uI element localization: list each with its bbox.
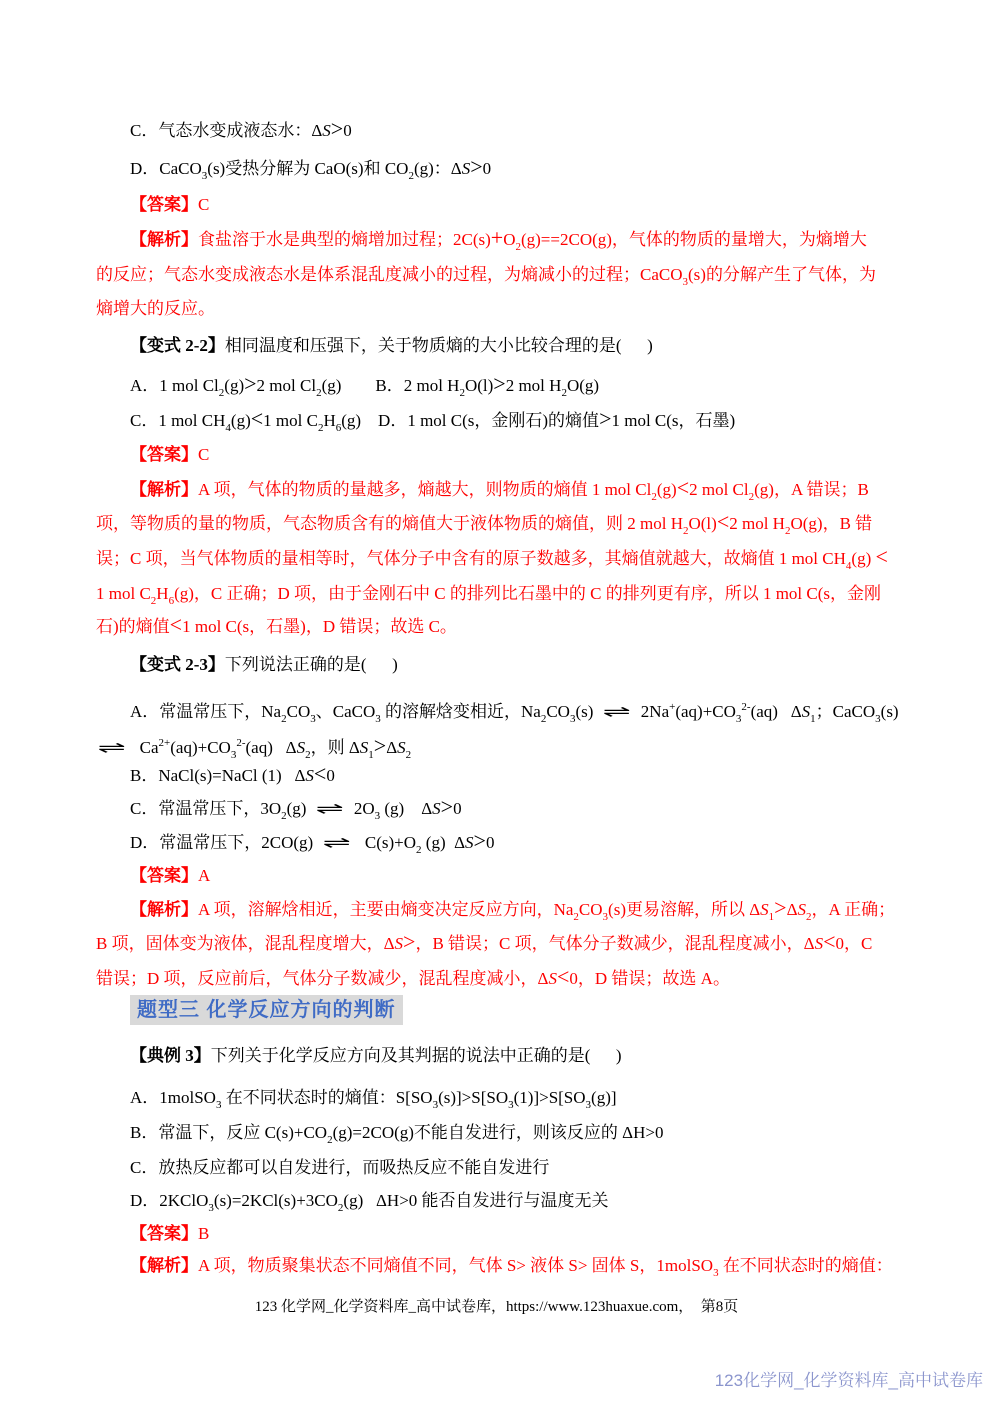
section-heading: 题型三 化学反应方向的判断 — [130, 995, 403, 1025]
variant-2-3-stem: 【变式 2-3】下列说法正确的是( ) — [130, 655, 398, 674]
watermark-text: 123化学网_化学资料库_高中试卷库 — [714, 1371, 983, 1390]
analysis-1-line-2: 的反应；气态水变成液态水是体系混乱度减小的过程，为熵减小的过程；CaCO$_3$(s)的分解产生了气体，为 — [96, 265, 876, 288]
analysis-3-line-3: 错误；D 项，反应前后，气体分子数减少，混乱程度减小，ΔS<0，D 错误；故选 A。 — [96, 964, 730, 989]
example-3-option-b: B．常温下，反应 $C(s)+CO_2(g)=2CO(g)$不能自发进行，则该反应的 ΔH>0 — [130, 1123, 664, 1146]
variant-2-2-options-ab: A．1 mol $Cl_2(g)>2$ mol $Cl_2(g)$ B．2 mol $H_2O(l)>2$ mol $H_2O(g)$ — [130, 371, 600, 399]
variant-2-3-option-a2: ⇌ $Ca^{2+}(aq)+CO_3^{2-}(aq)$ $\Delta S_2$，则 $\Delta S_1>\Delta S_2$ — [97, 733, 412, 761]
option-d-prev: D．CaCO$_3$(s)受热分解为 CaO(s)和 $CO_2(g)$：ΔS>0 — [130, 154, 492, 182]
analysis-2-line-2: 项，等物质的量的物质，气态物质含有的熵值大于液体物质的熵值，则 2 mol $H_2O(l)<2$ mol $H_2O(g)$，B 错 — [96, 509, 873, 537]
analysis-1-line-1: 【解析】食盐溶于水是典型的熵增加过程；$2C(s)+O_2(g)==2CO(g)$，气体的物质的量增大，为熵增大 — [130, 225, 867, 253]
analysis-1-line-3: 熵增大的反应。 — [96, 299, 215, 318]
example-3-option-c: C．放热反应都可以自发进行，而吸热反应不能自发进行 — [130, 1158, 550, 1177]
analysis-2-line-1: 【解析】A 项，气体的物质的量越多，熵越大，则物质的熵值 1 mol $Cl_2(g)<2$ mol $Cl_2(g)$，A 错误；B — [130, 475, 869, 503]
answer-label-4: 【答案】B — [130, 1224, 210, 1243]
page-footer: 123 化学网_化学资料库_高中试卷库，https://www.123huaxue.com， 第8页 — [254, 1299, 739, 1315]
variant-2-3-option-d: D．常温常压下，2CO(g) ⇌ $C(s)+O_2$ (g) ΔS>0 — [130, 828, 495, 856]
analysis-3-line-1: 【解析】A 项，溶解焓相近，主要由熵变决定反应方向，$Na_2CO_3(s)$更易溶解，所以 $\Delta S_1>\Delta S_2$，A 正确； — [130, 895, 896, 923]
analysis-4-line-1: 【解析】A 项，物质聚集状态不同熵值不同，气体 S> 液体 S> 固体 S，1molSO$_3$ 在不同状态时的熵值： — [130, 1256, 893, 1279]
example-3-option-a: A．1molSO$_3$ 在不同状态时的熵值：$S[SO_3(s)]>S[SO_3(1)]>S[SO_3(g)]$ — [130, 1088, 617, 1111]
option-c-prev: C．气态水变成液态水：ΔS>0 — [130, 116, 352, 141]
variant-2-3-option-a1: A．常温常压下，$Na_2CO_3$、CaCO$_3$ 的溶解焓变相近，$Na_2CO_3(s)$ ⇌ $2Na^+(aq)+CO_3^{2-}(aq)$ $\Delta S_1$；CaCO$_3$(s) — [130, 701, 899, 725]
analysis-2-line-5: 石)的熵值<1 mol C(s，石墨)，D 错误；故选 C。 — [96, 612, 457, 637]
example-3-option-d: D．$2KClO_3(s)=2KCl(s)+3CO_2(g)$ ΔH>0 能否自发进行与温度无关 — [130, 1191, 609, 1214]
example-3-stem: 【典例 3】下列关于化学反应方向及其判据的说法中正确的是( ) — [130, 1046, 622, 1065]
analysis-2-line-4: 1 mol $C_2H_6(g)$，C 正确；D 项，由于金刚石中 C 的排列比石墨中的 C 的排列更有序，所以 1 mol C(s，金刚 — [96, 584, 882, 607]
variant-2-2-stem: 【变式 2-2】相同温度和压强下，关于物质熵的大小比较合理的是( ) — [130, 336, 653, 355]
analysis-2-line-3: 误；C 项，当气体物质的量相等时，气体分子中含有的原子数越多，其熵值就越大，故熵值 1 mol $CH_4(g)$ < — [96, 544, 888, 572]
variant-2-2-options-cd: C．1 mol $CH_4(g)<1$ mol $C_2H_6(g)$ D．1 mol C(s，金刚石)的熵值>1 mol C(s，石墨) — [130, 406, 736, 434]
answer-label-1: 【答案】C — [130, 195, 210, 214]
variant-2-3-option-c: C．常温常压下，$3O_2(g)$ ⇌ $2O_3$ (g) ΔS>0 — [130, 794, 462, 822]
answer-label-3: 【答案】A — [130, 866, 211, 885]
analysis-3-line-2: B 项，固体变为液体，混乱程度增大，ΔS>，B 错误；C 项，气体分子数减少，混乱程度减小，ΔS<0，C — [96, 929, 873, 954]
answer-label-2: 【答案】C — [130, 445, 210, 464]
variant-2-3-option-b: B．NaCl(s)=NaCl (1) ΔS<0 — [130, 761, 335, 786]
